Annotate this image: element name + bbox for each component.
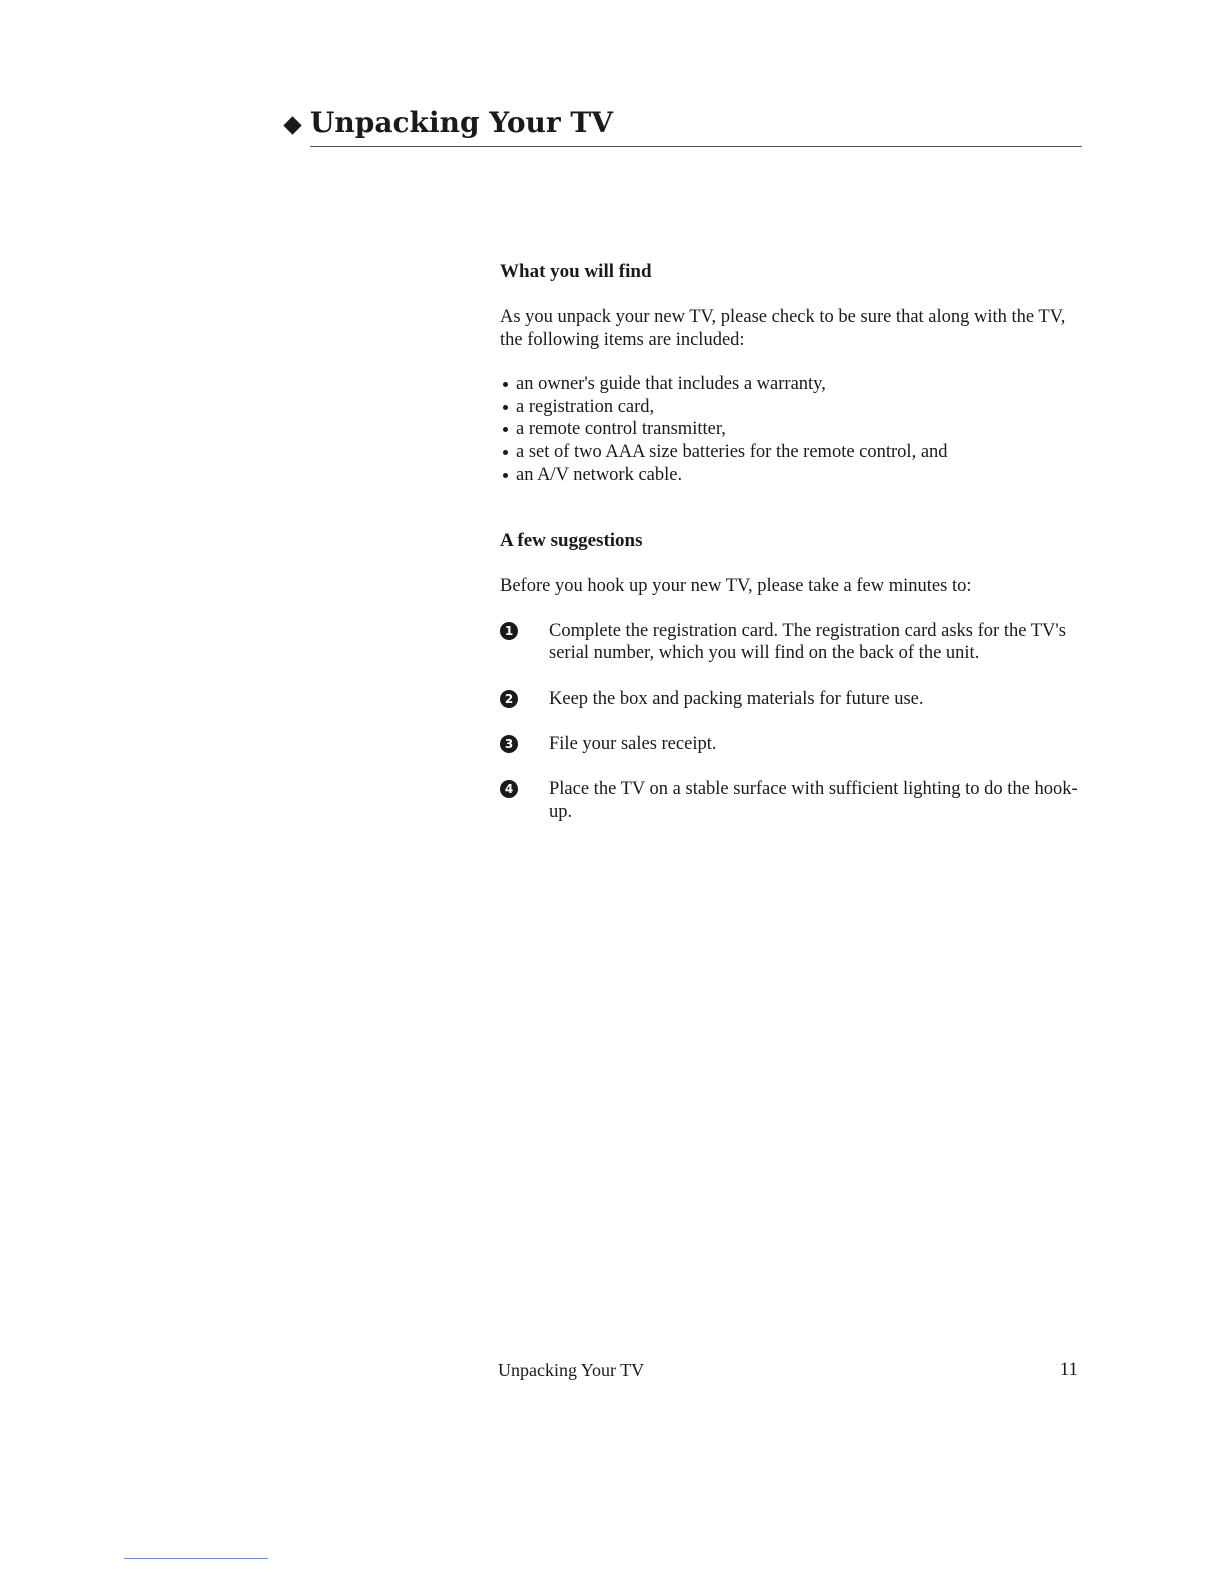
step-item [500,688,1090,711]
list-item [500,396,1090,419]
step-item [500,620,1090,665]
main-content [500,260,1090,846]
step-item [500,733,1090,756]
footer-page-number: 11 [1059,1359,1078,1380]
page-header [284,104,1084,150]
included-items-list [500,373,1090,486]
bullet-icon [503,450,508,455]
step-text: File your sales receipt. [549,733,717,754]
list-item-text: an owner's guide that includes a warranty, [516,374,826,395]
step-number-2-icon: 2 [500,690,518,708]
bottom-divider [124,1558,268,1559]
bullet-icon [503,405,508,410]
list-item-text: a registration card, [516,396,655,417]
list-item [500,373,1090,396]
suggestions-lead-paragraph: Before you hook up your new TV, please take a few minutes to: [500,576,972,597]
bullet-icon [503,473,508,478]
section-heading-a-few-suggestions: A few suggestions [500,530,643,552]
step-number-3-icon: 3 [500,735,518,753]
footer-section-title: Unpacking Your TV [498,1360,645,1380]
list-item [500,464,1090,487]
title-underline [310,146,1082,147]
step-number-1-icon: 1 [500,622,518,640]
list-item-text: a set of two AAA size batteries for the remote control, and [516,441,948,462]
bullet-icon [503,427,508,432]
step-text: Place the TV on a stable surface with sufficient lighting to do the hook-up. [549,778,1078,822]
suggestions-steps-list [500,620,1090,823]
list-item-text: a remote control transmitter, [516,419,726,440]
step-number-4-icon: 4 [500,780,518,798]
step-text: Keep the box and packing materials for future use. [549,688,924,709]
step-item [500,778,1090,823]
step-text: Complete the registration card. The registration card asks for the TV's serial number, which you will find on the back of the unit. [549,620,1066,664]
section-heading-what-you-will-find: What you will find [500,261,652,282]
list-item-text: an A/V network cable. [516,464,683,485]
diamond-bullet-icon [283,116,301,134]
page-title: Unpacking Your TV [310,106,613,139]
bullet-icon [503,382,508,387]
list-item [500,418,1090,441]
list-item [500,441,1090,464]
section-intro-paragraph: As you unpack your new TV, please check to be sure that along with the TV, the following items are included: [500,307,1066,350]
